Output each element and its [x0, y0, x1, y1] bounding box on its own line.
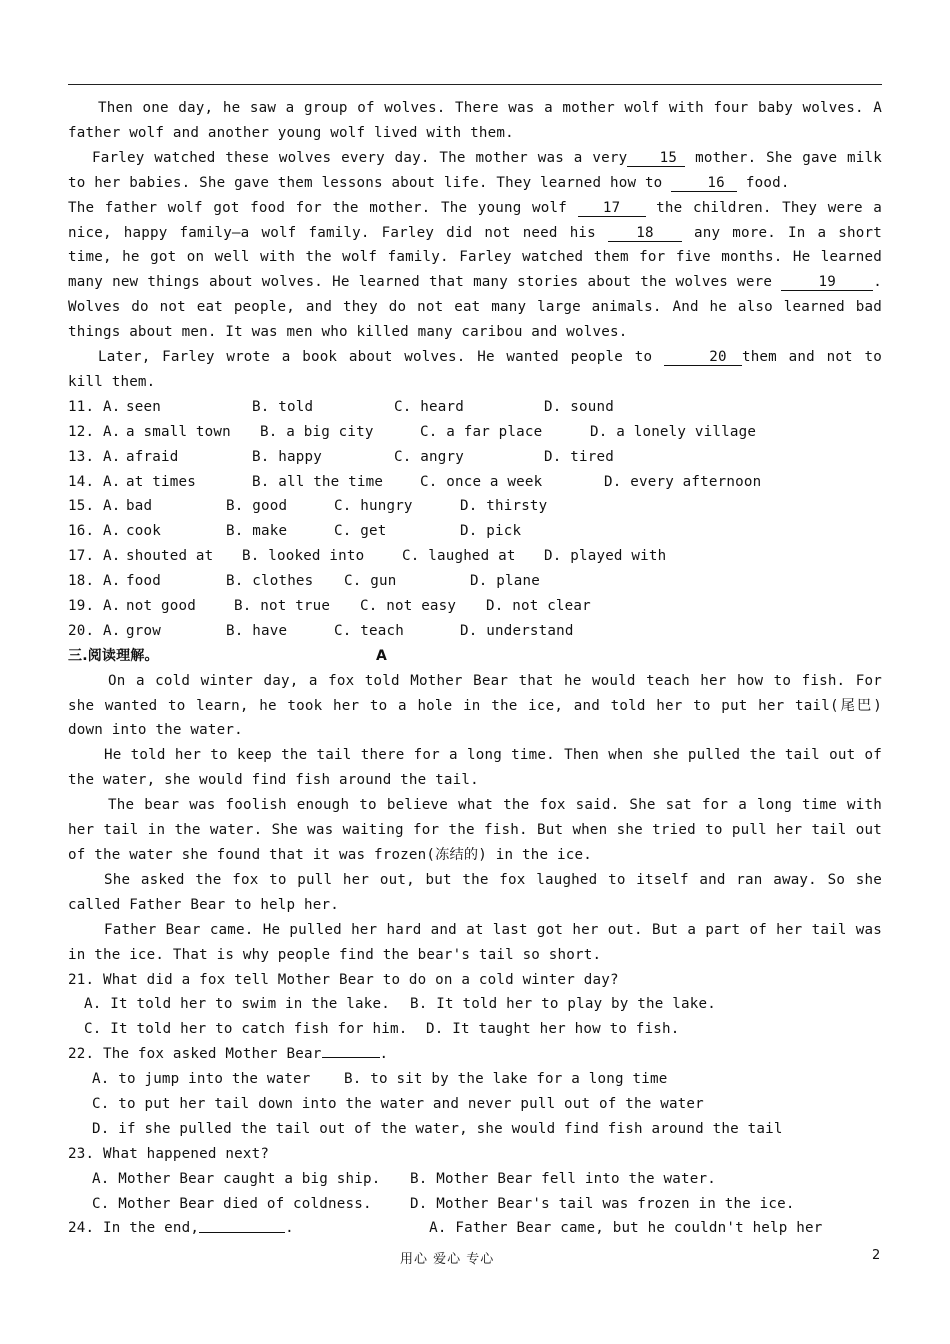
header-rule — [68, 84, 882, 85]
passage-paragraph: The father wolf got food for the mother. The young wolf 17 the children. They were a nice, happy family—a wolf family. Farley did not need his 18 any more. In a short time, he got on well with the wolf family. Farley watched them for five months. He learned many new things about wolves. He learned that many stories about the wolves were 19 . Wolves do not eat people, and they do not eat many large animals. And he also learned bad things about men. It was men who killed many caribou and wolves. — [68, 199, 882, 341]
passage-paragraph: Then one day, he saw a group of wolves. There was a mother wolf with four baby wolves. A father wolf and another young wolf lived with them. — [68, 100, 882, 141]
answer-blank-24[interactable] — [199, 1216, 285, 1233]
blank-19[interactable]: 19 — [781, 274, 873, 291]
passage-paragraph: Farley watched these wolves every day. The mother was a very 15 mother. She gave milk to her babies. She gave them lessons about life. They learned how to 16 food. — [68, 149, 882, 191]
cloze-options — [68, 395, 882, 644]
footer-motto: 用心 爱心 专心 — [400, 1252, 495, 1267]
question-21: 21. What did a fox tell Mother Bear to do on a cold winter day? — [68, 971, 619, 988]
blank-17[interactable]: 17 — [578, 200, 646, 217]
option-23b[interactable]: B. Mother Bear fell into the water. — [410, 1170, 716, 1187]
question-row: 13. A. afraid B. happy C. angry D. tired — [68, 448, 614, 465]
option-21c[interactable]: C. It told her to catch fish for him. — [84, 1021, 408, 1038]
question-23: 23. What happened next? — [68, 1145, 270, 1162]
option-21d[interactable]: D. It taught her how to fish. — [426, 1021, 680, 1038]
page-number: 2 — [872, 1248, 881, 1263]
options-row — [68, 992, 882, 1017]
blank-16[interactable]: 16 — [671, 175, 737, 192]
blank-20[interactable]: 20 — [664, 349, 742, 366]
option-22b[interactable]: B. to sit by the lake for a long time — [344, 1071, 668, 1088]
section-letter: A — [376, 647, 388, 664]
passage-paragraph: Later, Farley wrote a book about wolves. He wanted people to 20 them and not to kill them. — [68, 349, 882, 390]
passage-paragraph: On a cold winter day, a fox told Mother Bear that he would teach her how to fish. For she wanted to learn, he took her to a hole in the ice, and told her to put her tail(尾巴) down into the water. — [68, 672, 882, 739]
blank-15[interactable]: 15 — [627, 150, 685, 167]
question-row: 20. A. grow B. have C. teach D. understand — [68, 622, 574, 639]
passage-paragraph: He told her to keep the tail there for a long time. Then when she pulled the tail out of the water, she would find fish around the tail. — [68, 747, 882, 789]
passage-paragraph: The bear was foolish enough to believe what the fox said. She sat for a long time with her tail in the water. She was waiting for the fish. But when she tried to pull her tail out of the water she found that it was frozen(冻结的) in the ice. — [68, 797, 882, 864]
page-content — [68, 96, 882, 1241]
options-row — [68, 1167, 882, 1192]
option-22c[interactable]: C. to put her tail down into the water and never pull out of the water — [92, 1096, 704, 1112]
passage-paragraph: She asked the fox to pull her out, but the fox laughed to itself and ran away. So she called Father Bear to help her. — [68, 871, 882, 913]
options-row — [68, 1067, 882, 1092]
option-21a[interactable]: A. It told her to swim in the lake. — [84, 996, 390, 1013]
page-footer — [0, 1248, 950, 1268]
question-row: 11. A. seen B. told C. heard D. sound — [68, 398, 614, 415]
question-row: 18. A. food B. clothes C. gun D. plane — [68, 573, 540, 590]
option-22a[interactable]: A. to jump into the water — [92, 1071, 311, 1088]
section-heading — [68, 644, 882, 669]
section-title: 三.阅读理解。 — [68, 647, 159, 664]
question-row: 17. A. shouted at B. looked into C. laughed at D. played with — [68, 548, 667, 565]
option-21b[interactable]: B. It told her to play by the lake. — [410, 996, 716, 1013]
blank-18[interactable]: 18 — [608, 225, 682, 242]
question-row: 15. A. bad B. good C. hungry D. thirsty — [68, 498, 548, 515]
question-row: 12. A. a small town B. a big city C. a far place D. a lonely village — [68, 423, 757, 440]
options-row — [68, 1017, 882, 1042]
question-24: 24. In the end, . A. Father Bear came, but he couldn't help her — [68, 1216, 882, 1241]
options-row — [68, 1192, 882, 1217]
passage-paragraph: Father Bear came. He pulled her hard and at last got her out. But a part of her tail was in the ice. That is why people find the bear's tail so short. — [68, 921, 882, 963]
option-23c[interactable]: C. Mother Bear died of coldness. — [92, 1195, 372, 1212]
question-row: 16. A. cook B. make C. get D. pick — [68, 523, 522, 540]
question-row: 19. A. not good B. not true C. not easy D. not clear — [68, 598, 591, 614]
option-24a[interactable]: A. Father Bear came, but he couldn't help her — [429, 1220, 823, 1237]
option-23a[interactable]: A. Mother Bear caught a big ship. — [92, 1170, 381, 1187]
option-23d[interactable]: D. Mother Bear's tail was frozen in the ice. — [410, 1195, 795, 1212]
question-row: 14. A. at times B. all the time C. once a week D. every afternoon — [68, 473, 762, 490]
answer-blank-22[interactable] — [322, 1057, 380, 1058]
option-22d[interactable]: D. if she pulled the tail out of the water, she would find fish around the tail — [92, 1120, 783, 1137]
question-22: 22. The fox asked Mother Bear . — [68, 1046, 389, 1063]
